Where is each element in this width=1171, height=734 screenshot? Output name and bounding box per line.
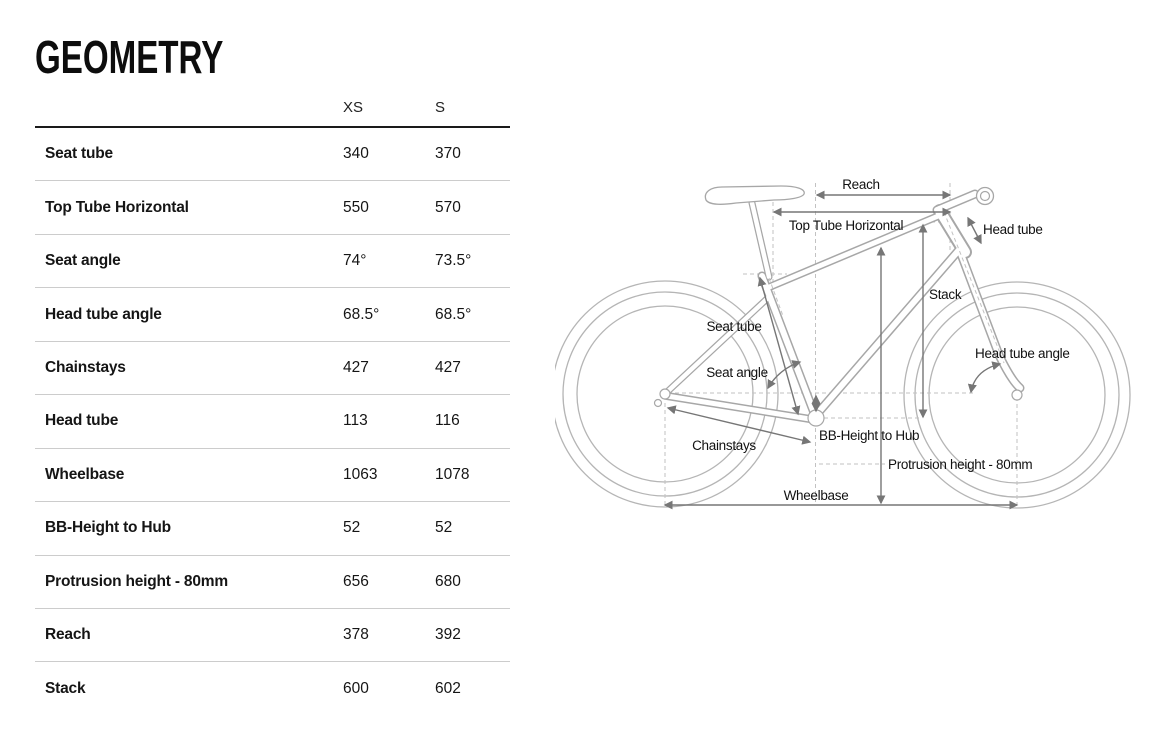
table-row <box>35 181 510 234</box>
head-tube-angle-arc <box>971 364 1000 392</box>
row-label: Head tube angle <box>45 305 162 323</box>
geometry-table <box>35 86 510 716</box>
table-body <box>35 128 510 716</box>
front-hub <box>1012 390 1022 400</box>
row-value-s: 73.5° <box>435 252 472 270</box>
row-value-s: 427 <box>435 358 461 376</box>
row-label: BB-Height to Hub <box>45 519 171 537</box>
row-value-xs: 656 <box>343 572 369 590</box>
row-value-xs: 74° <box>343 252 367 270</box>
row-value-xs: 378 <box>343 626 369 644</box>
row-value-xs: 1063 <box>343 465 378 483</box>
row-value-s: 370 <box>435 145 461 163</box>
row-value-s: 68.5° <box>435 305 472 323</box>
table-row <box>35 609 510 662</box>
row-label: Chainstays <box>45 358 126 376</box>
row-value-xs: 68.5° <box>343 305 380 323</box>
seat-angle-label: Seat angle <box>706 365 768 380</box>
rear-hub <box>660 389 670 399</box>
row-label: Wheelbase <box>45 465 125 483</box>
saddle <box>705 186 804 204</box>
table-row <box>35 342 510 395</box>
column-header-xs: XS <box>343 99 364 116</box>
row-label: Protrusion height - 80mm <box>45 572 228 590</box>
rear-derailleur <box>655 400 662 407</box>
head-tube-arrow <box>968 218 981 243</box>
chainstays-label: Chainstays <box>692 438 756 453</box>
column-header-s: S <box>435 99 446 116</box>
reach-label: Reach <box>842 177 880 192</box>
row-value-s: 392 <box>435 626 461 644</box>
row-value-xs: 340 <box>343 145 369 163</box>
row-value-s: 602 <box>435 680 461 698</box>
table-row <box>35 662 510 715</box>
row-value-s: 52 <box>435 519 453 537</box>
row-value-xs: 550 <box>343 198 369 216</box>
table-header-row <box>35 86 510 128</box>
table-row <box>35 556 510 609</box>
row-label: Seat tube <box>45 145 113 163</box>
row-label: Stack <box>45 680 86 698</box>
row-value-s: 570 <box>435 198 461 216</box>
table-row <box>35 502 510 555</box>
row-value-xs: 113 <box>343 412 368 430</box>
row-value-s: 680 <box>435 572 461 590</box>
bottom-bracket <box>808 410 824 426</box>
bb-height-label: BB-Height to Hub <box>819 428 920 443</box>
head-tube-label: Head tube <box>983 222 1043 237</box>
top-tube-label: Top Tube Horizontal <box>788 218 904 233</box>
stack-label: Stack <box>929 287 962 302</box>
row-label: Head tube <box>45 412 119 430</box>
table-row <box>35 449 510 502</box>
row-value-xs: 427 <box>343 358 369 376</box>
row-label: Top Tube Horizontal <box>45 198 189 216</box>
row-value-xs: 600 <box>343 680 369 698</box>
page-title: GEOMETRY <box>35 31 224 83</box>
head-tube-angle-label: Head tube angle <box>975 346 1070 361</box>
row-value-xs: 52 <box>343 519 361 537</box>
seat-tube-label: Seat tube <box>706 319 762 334</box>
table-row <box>35 128 510 181</box>
table-row <box>35 395 510 448</box>
wheelbase-label: Wheelbase <box>783 488 849 503</box>
table-row <box>35 288 510 341</box>
row-label: Seat angle <box>45 252 121 270</box>
row-value-s: 116 <box>435 412 460 430</box>
row-value-s: 1078 <box>435 465 470 483</box>
table-row <box>35 235 510 288</box>
row-label: Reach <box>45 626 91 644</box>
protrusion-label: Protrusion height - 80mm <box>888 457 1033 472</box>
bike-geometry-diagram <box>555 150 1171 540</box>
